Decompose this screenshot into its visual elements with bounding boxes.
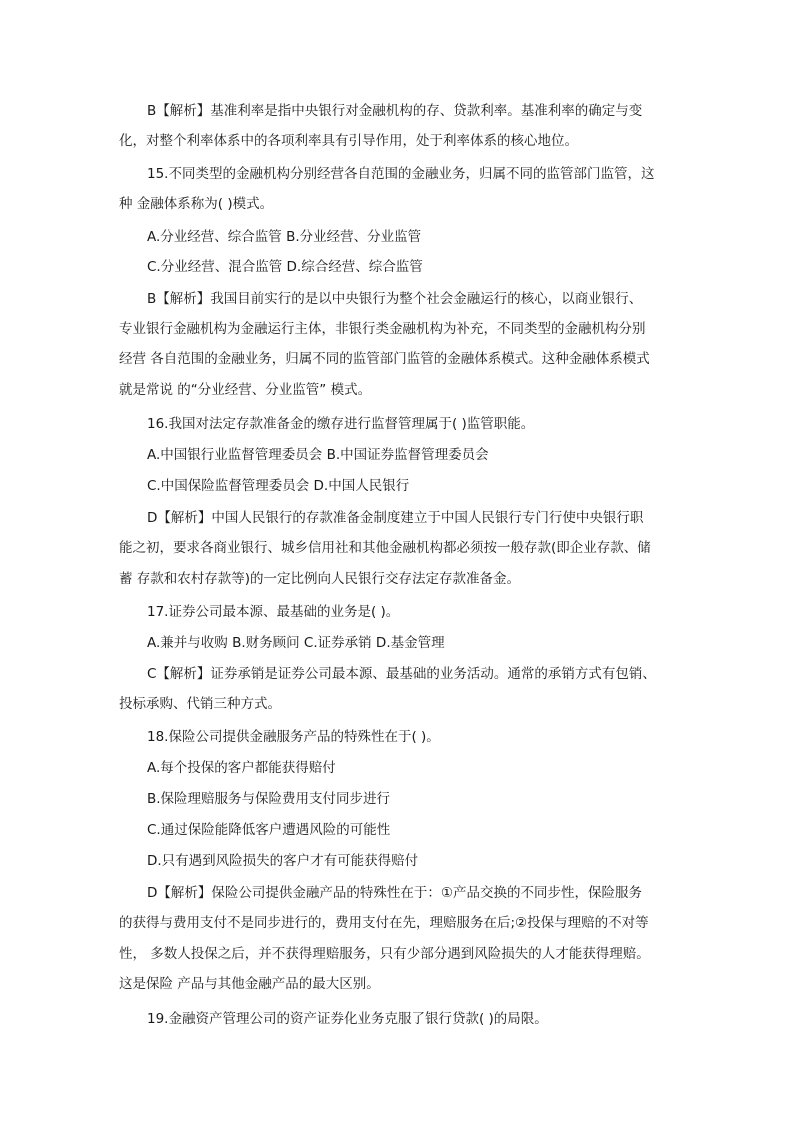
answer-17-line-1: C【解析】证券承销是证券公司最本源、最基础的业务活动。通常的承销方式有包销、 — [147, 666, 656, 682]
question-16: 16.我国对法定存款准备金的缴存进行监督管理属于( )监管职能。 — [147, 416, 535, 432]
question-15-line-1: 15.不同类型的金融机构分别经营各自范围的金融业务，归属不同的监管部门监管，这 — [147, 166, 655, 182]
question-18-option-d: D.只有遇到风险损失的客户才有可能获得赔付 — [147, 853, 419, 869]
question-17-options: A.兼并与收购 B.财务顾问 C.证券承销 D.基金管理 — [147, 635, 445, 651]
answer-18-line-2: 的获得与费用支付不是同步进行的，费用支付在先，理赔服务在后;②投保与理赔的不对等 — [119, 915, 649, 931]
question-18-option-b: B.保险理赔服务与保险费用支付同步进行 — [147, 791, 391, 807]
question-16-options-ab: A.中国银行业监督管理委员会 B.中国证券监督管理委员会 — [147, 447, 489, 463]
question-18-option-c: C.通过保险能降低客户遭遇风险的可能性 — [147, 822, 391, 838]
question-19: 19.金融资产管理公司的资产证券化业务克服了银行贷款( )的局限。 — [147, 1011, 548, 1027]
answer-18-line-3: 性， 多数人投保之后，并不获得理赔服务，只有少部分遇到风险损失的人才能获得理赔。 — [119, 946, 650, 962]
question-15-options-cd: C.分业经营、混合监管 D.综合经营、综合监管 — [147, 259, 423, 275]
answer-15-line-3: 经营 各自范围的金融业务，归属不同的监管部门监管的金融体系模式。这种金融体系模式 — [119, 351, 650, 367]
answer-16-line-1: D【解析】中国人民银行的存款准备金制度建立于中国人民银行专门行使中央银行职 — [147, 510, 644, 526]
question-18: 18.保险公司提供金融服务产品的特殊性在于( )。 — [147, 729, 440, 745]
question-17: 17.证券公司最本源、最基础的业务是( )。 — [147, 604, 400, 620]
question-16-options-cd: C.中国保险监督管理委员会 D.中国人民银行 — [147, 478, 410, 494]
answer-18-line-1: D【解析】保险公司提供金融产品的特殊性在于：①产品交换的不同步性，保险服务 — [147, 885, 642, 901]
answer-15-line-2: 专业银行金融机构为金融运行主体，非银行类金融机构为补充，不同类型的金融机构分别 — [119, 321, 646, 337]
answer-14-line-2: 化，对整个利率体系中的各项利率具有引导作用，处于利率体系的核心地位。 — [119, 133, 578, 149]
answer-15-line-4: 就是常说 的“分业经营、分业监管” 模式。 — [119, 382, 372, 398]
answer-17-line-2: 投标承购、代销三种方式。 — [119, 696, 281, 712]
answer-16-line-3: 蓄 存款和农村存款等)的一定比例向人民银行交存法定存款准备金。 — [119, 571, 521, 587]
question-15-line-2: 种 金融体系称为( )模式。 — [119, 196, 274, 212]
answer-18-line-4: 这是保险 产品与其他金融产品的最大区别。 — [119, 976, 380, 992]
answer-14-line-1: B【解析】基准利率是指中央银行对金融机构的存、贷款利率。基准利率的确定与变 — [147, 103, 643, 119]
answer-15-line-1: B【解析】我国目前实行的是以中央银行为整个社会金融运行的核心，以商业银行、 — [147, 291, 643, 307]
question-18-option-a: A.每个投保的客户都能获得赔付 — [147, 760, 336, 776]
answer-16-line-2: 能之初，要求各商业银行、城乡信用社和其他金融机构都必须按一般存款(即企业存款、储 — [119, 540, 651, 556]
question-15-options-ab: A.分业经营、综合监管 B.分业经营、分业监管 — [147, 229, 422, 245]
